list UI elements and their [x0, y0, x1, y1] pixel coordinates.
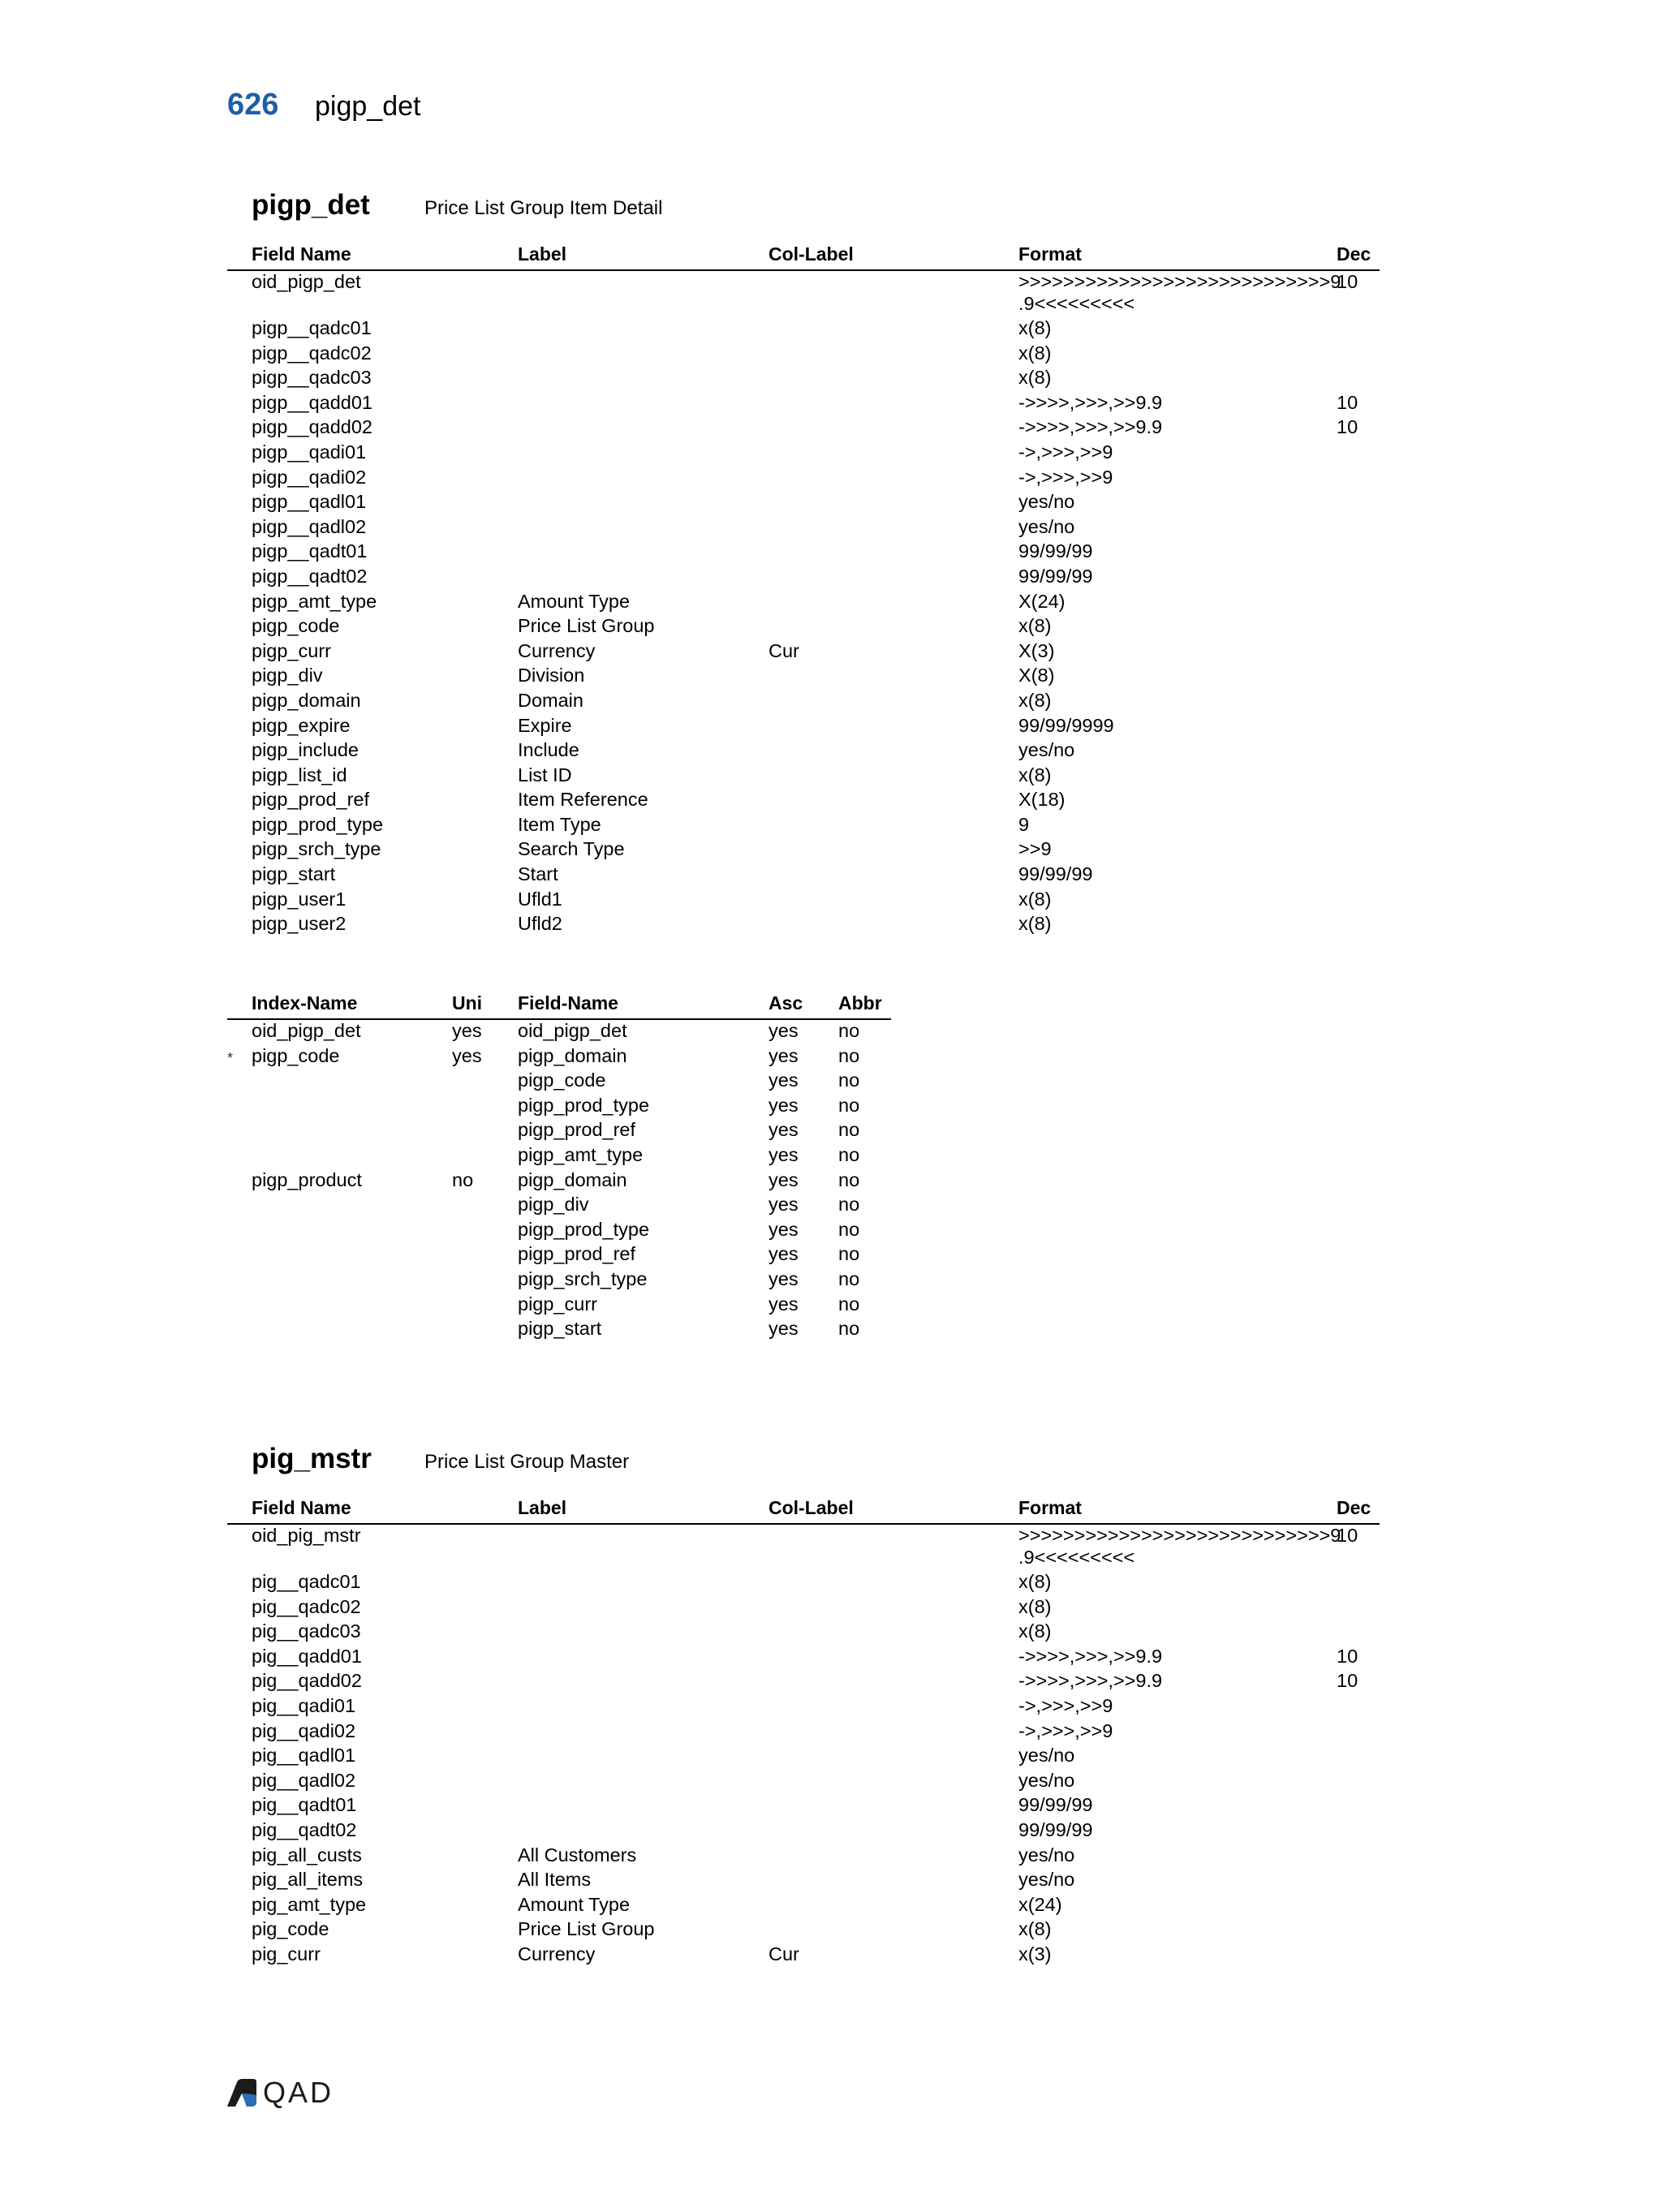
index-asc: yes	[769, 1020, 799, 1041]
field-label: All Items	[518, 1869, 592, 1891]
field-row	[227, 1695, 1380, 1720]
field-name: pigp_div	[252, 665, 323, 686]
field-table-header	[227, 1494, 1380, 1525]
col-header-col-label: Col-Label	[769, 1497, 854, 1518]
index-asc: yes	[769, 1168, 799, 1190]
logo-text: QAD	[263, 2076, 334, 2109]
field-row	[227, 789, 1380, 814]
field-row	[227, 1794, 1380, 1819]
field-label: Amount Type	[518, 590, 631, 612]
col-header-index-name: Index-Name	[252, 992, 358, 1013]
field-name: pigp__qadl01	[252, 491, 367, 513]
index-abbr: no	[838, 1293, 860, 1315]
field-format: X(8)	[1018, 665, 1055, 686]
field-name: pigp_amt_type	[252, 590, 377, 612]
field-row	[227, 1918, 1380, 1943]
index-asc: yes	[769, 1069, 799, 1091]
index-asc: yes	[769, 1094, 799, 1116]
pig-mstr-section	[227, 1443, 1380, 1978]
field-table-body	[227, 1525, 1380, 1969]
index-row	[227, 1219, 891, 1244]
index-asc: yes	[769, 1143, 799, 1165]
field-row	[227, 715, 1380, 740]
field-col-label: Cur	[769, 1943, 799, 1965]
field-dec: 10	[1337, 1670, 1358, 1692]
field-name: pig__qadt01	[252, 1794, 357, 1816]
field-label: Currency	[518, 1943, 596, 1965]
field-format: yes/no	[1018, 491, 1075, 513]
table-description: Price List Group Master	[424, 1451, 630, 1473]
field-col-label: Cur	[769, 639, 799, 661]
field-row	[227, 1894, 1380, 1919]
index-row	[227, 1268, 891, 1293]
index-name: pigp_code	[252, 1044, 340, 1066]
field-format: yes/no	[1018, 515, 1075, 537]
field-name: pigp_user1	[252, 888, 347, 910]
field-row	[227, 1670, 1380, 1695]
field-row	[227, 591, 1380, 616]
field-format: X(18)	[1018, 789, 1066, 811]
field-name: pigp_include	[252, 739, 359, 761]
col-header-uni: Uni	[452, 992, 483, 1013]
field-name: pig_curr	[252, 1943, 321, 1965]
field-format: ->,>>>,>>9	[1018, 441, 1113, 463]
field-name: pigp__qadc01	[252, 317, 372, 338]
field-row	[227, 863, 1380, 889]
table-description: Price List Group Item Detail	[424, 197, 663, 219]
field-row	[227, 764, 1380, 790]
table-title: pigp_det	[252, 189, 370, 221]
index-abbr: no	[838, 1044, 860, 1066]
field-format: >>>>>>>>>>>>>>>>>>>>>>>>>>>>9 .9<<<<<<<<<	[1018, 1525, 1341, 1568]
col-header-label: Label	[518, 1497, 567, 1518]
col-header-field-name: Field Name	[252, 243, 351, 265]
index-asc: yes	[769, 1267, 799, 1289]
field-name: pig__qadc01	[252, 1571, 361, 1592]
field-name: pigp_domain	[252, 689, 361, 711]
field-row	[227, 516, 1380, 541]
index-abbr: no	[838, 1267, 860, 1289]
index-field: pigp_prod_ref	[518, 1243, 636, 1265]
index-field: pigp_domain	[518, 1168, 627, 1190]
field-format: ->>>>,>>>,>>9.9	[1018, 391, 1163, 413]
field-row	[227, 491, 1380, 516]
field-name: oid_pig_mstr	[252, 1525, 361, 1546]
index-unique: yes	[452, 1044, 482, 1066]
field-format: x(24)	[1018, 1893, 1062, 1915]
index-row	[227, 1243, 891, 1268]
field-name: oid_pigp_det	[252, 271, 361, 292]
qad-logo-icon	[226, 2077, 258, 2112]
field-format: x(8)	[1018, 888, 1052, 910]
col-header-asc: Asc	[769, 992, 803, 1013]
field-row	[227, 367, 1380, 392]
field-format: ->,>>>,>>9	[1018, 466, 1113, 488]
index-field: pigp_start	[518, 1318, 602, 1340]
field-name: pig__qadc02	[252, 1595, 361, 1617]
index-field: pigp_curr	[518, 1293, 597, 1315]
field-label: Price List Group	[518, 1918, 655, 1940]
field-row	[227, 889, 1380, 914]
field-format: yes/no	[1018, 1745, 1075, 1767]
col-header-format: Format	[1018, 243, 1082, 265]
field-row	[227, 467, 1380, 492]
field-format: 99/99/99	[1018, 540, 1093, 562]
field-name: pig_all_custs	[252, 1844, 362, 1866]
field-row	[227, 1770, 1380, 1795]
field-row	[227, 342, 1380, 368]
field-format: 99/99/99	[1018, 1794, 1093, 1816]
field-format: x(8)	[1018, 342, 1052, 364]
index-abbr: no	[838, 1119, 860, 1141]
field-label: Item Type	[518, 813, 601, 835]
field-name: pig__qadi02	[252, 1719, 356, 1741]
field-format: x(8)	[1018, 615, 1052, 637]
field-name: pigp_user2	[252, 913, 347, 935]
field-label: Expire	[518, 714, 572, 736]
field-label: Amount Type	[518, 1893, 631, 1915]
field-format: X(3)	[1018, 639, 1055, 661]
index-row	[227, 1119, 891, 1144]
index-field: pigp_div	[518, 1194, 589, 1216]
field-format: >>9	[1018, 838, 1052, 860]
field-format: x(8)	[1018, 1571, 1052, 1592]
index-row	[227, 1020, 891, 1045]
field-format: x(8)	[1018, 689, 1052, 711]
index-asc: yes	[769, 1293, 799, 1315]
field-row	[227, 640, 1380, 665]
field-format: ->,>>>,>>9	[1018, 1719, 1113, 1741]
index-row	[227, 1293, 891, 1319]
index-abbr: no	[838, 1218, 860, 1240]
field-name: pigp__qadl02	[252, 515, 367, 537]
field-name: pig_code	[252, 1918, 329, 1940]
field-format: ->,>>>,>>9	[1018, 1694, 1113, 1716]
field-label: Ufld2	[518, 913, 562, 935]
field-row	[227, 615, 1380, 640]
index-abbr: no	[838, 1318, 860, 1340]
field-format: 99/99/99	[1018, 1818, 1093, 1840]
field-row	[227, 1571, 1380, 1596]
primary-index-marker: *	[227, 1049, 234, 1066]
field-dec: 10	[1337, 416, 1358, 438]
field-format: x(8)	[1018, 317, 1052, 338]
field-name: pig__qadi01	[252, 1694, 356, 1716]
field-row	[227, 1819, 1380, 1844]
col-header-field-name: Field-Name	[518, 992, 618, 1013]
field-row	[227, 1745, 1380, 1770]
field-format: x(3)	[1018, 1943, 1052, 1965]
field-row	[227, 665, 1380, 690]
field-row	[227, 1646, 1380, 1671]
field-name: pigp__qadd02	[252, 416, 372, 438]
field-row	[227, 271, 1380, 317]
field-label: Search Type	[518, 838, 625, 860]
index-row	[227, 1069, 891, 1095]
index-name: pigp_product	[252, 1168, 362, 1190]
field-label: Start	[518, 863, 558, 885]
field-format: yes/no	[1018, 1769, 1075, 1791]
index-row	[227, 1194, 891, 1219]
field-format: x(8)	[1018, 367, 1052, 389]
field-format: x(8)	[1018, 1595, 1052, 1617]
index-asc: yes	[769, 1318, 799, 1340]
col-header-format: Format	[1018, 1497, 1082, 1518]
field-label: All Customers	[518, 1844, 637, 1866]
field-name: pigp_prod_ref	[252, 789, 370, 811]
field-name: pigp_srch_type	[252, 838, 381, 860]
field-row	[227, 814, 1380, 839]
field-row	[227, 1525, 1380, 1571]
field-row	[227, 441, 1380, 467]
index-field: pigp_amt_type	[518, 1143, 644, 1165]
field-name: pigp_curr	[252, 639, 331, 661]
index-abbr: no	[838, 1020, 860, 1041]
index-row	[227, 1318, 891, 1343]
field-name: pig_all_items	[252, 1869, 364, 1891]
field-name: pigp_prod_type	[252, 813, 384, 835]
index-row	[227, 1045, 891, 1070]
field-name: pig__qadl02	[252, 1769, 356, 1791]
field-row	[227, 416, 1380, 441]
qad-logo	[226, 2076, 347, 2111]
field-label: Domain	[518, 689, 583, 711]
table-title: pig_mstr	[252, 1443, 372, 1474]
field-format: yes/no	[1018, 739, 1075, 761]
col-header-dec: Dec	[1337, 243, 1371, 265]
field-row	[227, 1720, 1380, 1745]
field-name: pigp__qadi02	[252, 466, 367, 488]
index-abbr: no	[838, 1143, 860, 1165]
field-row	[227, 566, 1380, 591]
field-label: Currency	[518, 639, 596, 661]
field-format: yes/no	[1018, 1869, 1075, 1891]
field-row	[227, 1620, 1380, 1646]
index-row	[227, 1169, 891, 1194]
col-header-label: Label	[518, 243, 567, 265]
index-abbr: no	[838, 1069, 860, 1091]
field-name: pig__qadl01	[252, 1745, 356, 1767]
index-asc: yes	[769, 1243, 799, 1265]
field-row	[227, 540, 1380, 566]
field-name: pig__qadd02	[252, 1670, 362, 1692]
index-table-header	[227, 989, 891, 1020]
index-asc: yes	[769, 1194, 799, 1216]
field-name: pigp__qadc02	[252, 342, 372, 364]
field-format: x(8)	[1018, 1620, 1052, 1642]
field-label: Item Reference	[518, 789, 648, 811]
field-row	[227, 1869, 1380, 1894]
index-unique: no	[452, 1168, 474, 1190]
col-header-col-label: Col-Label	[769, 243, 854, 265]
field-name: pigp_start	[252, 863, 336, 885]
pigp-det-section	[227, 189, 1380, 1366]
field-dec: 10	[1337, 1645, 1358, 1667]
index-field: pigp_srch_type	[518, 1267, 648, 1289]
field-row	[227, 1844, 1380, 1870]
field-name: pigp__qadi01	[252, 441, 367, 463]
field-row	[227, 913, 1380, 938]
field-format: x(8)	[1018, 764, 1052, 785]
page-number: 626	[227, 88, 279, 122]
field-name: pig_amt_type	[252, 1893, 367, 1915]
field-row	[227, 317, 1380, 342]
field-name: pigp_code	[252, 615, 340, 637]
field-format: 99/99/99	[1018, 863, 1093, 885]
field-format: >>>>>>>>>>>>>>>>>>>>>>>>>>>>9 .9<<<<<<<<<	[1018, 271, 1341, 314]
field-format: x(8)	[1018, 913, 1052, 935]
index-unique: yes	[452, 1020, 482, 1041]
field-format: ->>>>,>>>,>>9.9	[1018, 416, 1163, 438]
col-header-abbr: Abbr	[838, 992, 882, 1013]
field-name: pigp_list_id	[252, 764, 347, 785]
field-row	[227, 1943, 1380, 1969]
index-field: pigp_domain	[518, 1044, 627, 1066]
field-dec: 10	[1337, 1525, 1358, 1546]
field-name: pig__qadt02	[252, 1818, 357, 1840]
field-table-header	[227, 240, 1380, 271]
index-abbr: no	[838, 1094, 860, 1116]
field-name: pigp_expire	[252, 714, 351, 736]
field-label: Price List Group	[518, 615, 655, 637]
field-name: pig__qadd01	[252, 1645, 362, 1667]
field-format: 99/99/99	[1018, 565, 1093, 587]
index-abbr: no	[838, 1168, 860, 1190]
field-format: ->>>>,>>>,>>9.9	[1018, 1670, 1163, 1692]
field-format: 99/99/9999	[1018, 714, 1114, 736]
index-asc: yes	[769, 1119, 799, 1141]
field-dec: 10	[1337, 271, 1358, 292]
field-label: Division	[518, 665, 585, 686]
col-header-field-name: Field Name	[252, 1497, 351, 1518]
index-row	[227, 1144, 891, 1169]
field-format: yes/no	[1018, 1844, 1075, 1866]
field-format: x(8)	[1018, 1918, 1052, 1940]
field-label: Ufld1	[518, 888, 562, 910]
field-table-body	[227, 271, 1380, 938]
index-name: oid_pigp_det	[252, 1020, 361, 1041]
index-field: pigp_code	[518, 1069, 606, 1091]
field-name: pigp__qadc03	[252, 367, 372, 389]
field-format: X(24)	[1018, 590, 1066, 612]
field-format: ->>>>,>>>,>>9.9	[1018, 1645, 1163, 1667]
field-row	[227, 392, 1380, 417]
field-label: List ID	[518, 764, 572, 785]
field-name: pigp__qadd01	[252, 391, 372, 413]
field-name: pig__qadc03	[252, 1620, 361, 1642]
field-label: Include	[518, 739, 579, 761]
index-field: pigp_prod_type	[518, 1094, 650, 1116]
index-asc: yes	[769, 1044, 799, 1066]
col-header-dec: Dec	[1337, 1497, 1371, 1518]
index-row	[227, 1095, 891, 1120]
field-row	[227, 739, 1380, 764]
index-abbr: no	[838, 1243, 860, 1265]
field-format: 9	[1018, 813, 1030, 835]
field-name: pigp__qadt02	[252, 565, 368, 587]
index-field: pigp_prod_type	[518, 1218, 650, 1240]
field-dec: 10	[1337, 391, 1358, 413]
page-topic: pigp_det	[315, 91, 421, 122]
index-field: pigp_prod_ref	[518, 1119, 636, 1141]
index-field: oid_pigp_det	[518, 1020, 627, 1041]
field-row	[227, 1596, 1380, 1621]
field-row	[227, 690, 1380, 715]
field-row	[227, 838, 1380, 863]
index-abbr: no	[838, 1194, 860, 1216]
index-asc: yes	[769, 1218, 799, 1240]
index-table-body	[227, 1020, 891, 1343]
field-name: pigp__qadt01	[252, 540, 368, 562]
